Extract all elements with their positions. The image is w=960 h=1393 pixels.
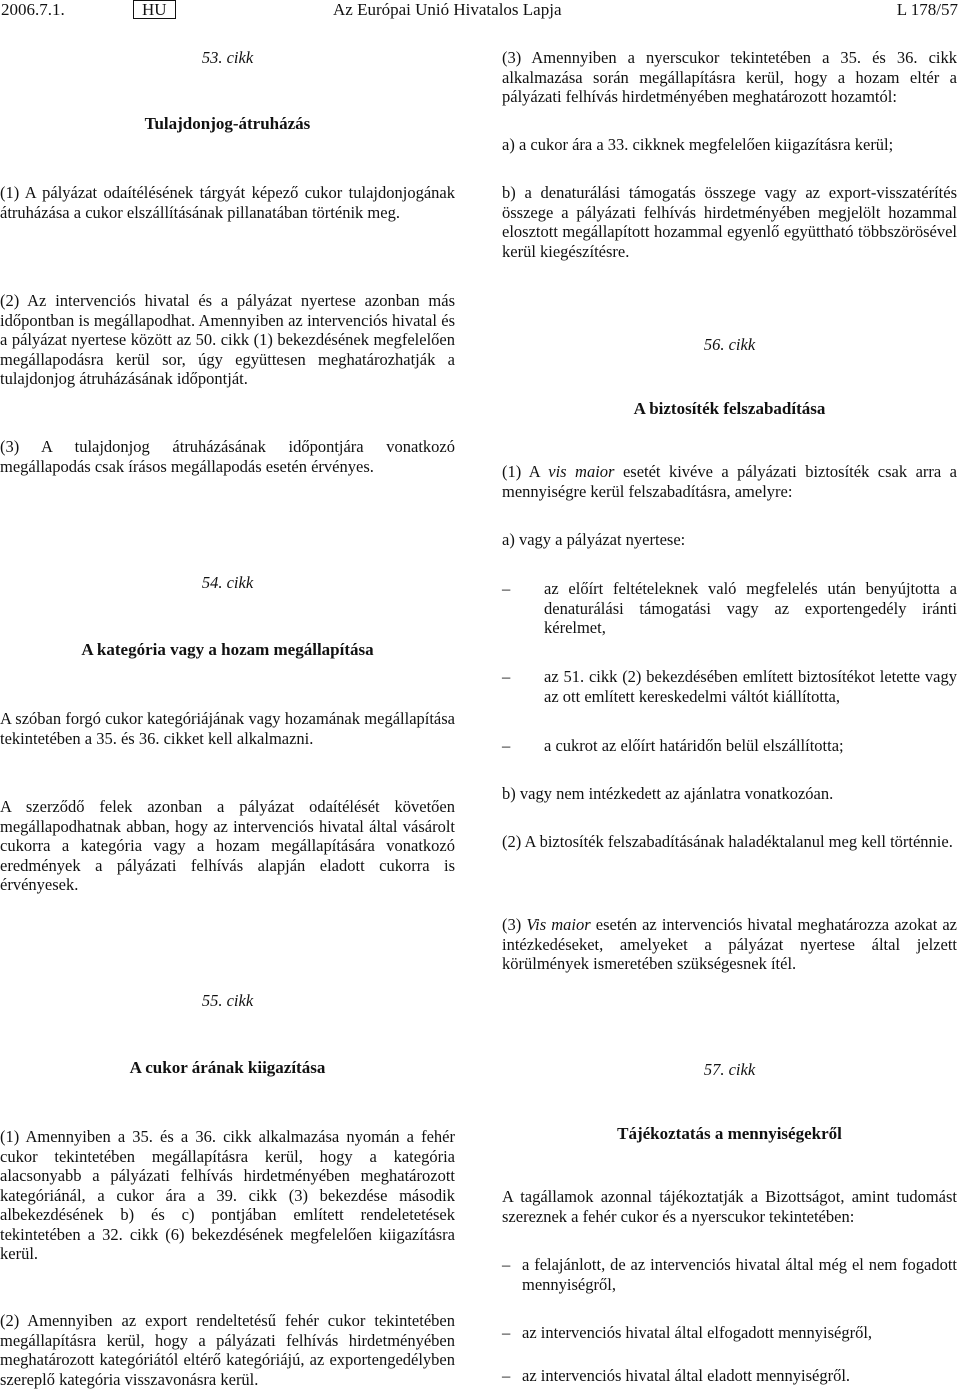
article-53-paragraph-2: (2) Az intervenciós hivatal és a pályázat nyertese azonban más időpontban is megállapodhat. Amennyiben az intervenciós hivatal és a pályázat nyertese között az 50. cikk (1) bekezdésének megfelelően megállapodásra kerül sor, úgy együttesen meghatározhatják a tulajdonjog átruházásának időpontját.	[0, 291, 455, 388]
article-57-paragraph-1: A tagállamok azonnal tájékoztatják a Bizottságot, amint tudomást szereznek a fehér cukor és a nyerscukor tekintetében:	[502, 1187, 957, 1226]
page-header	[0, 0, 960, 20]
article-55-number: 55. cikk	[201, 991, 254, 1010]
article-54-paragraph-1: A szóban forgó cukor kategóriájának vagy hozamának megállapítása tekintetében a 35. és 36. cikket kell alkalmazni.	[0, 709, 455, 748]
article-57-number: 57. cikk	[703, 1060, 756, 1079]
article-57-title: Tájékoztatás a mennyiségekről	[617, 1124, 842, 1143]
article-55-title: A cukor árának kiigazítása	[129, 1058, 326, 1077]
article-55-point-a: a) a cukor ára a 33. cikknek megfelelően kiigazításra kerül;	[502, 135, 894, 154]
dash-marker: –	[502, 736, 511, 755]
article-54-title: A kategória vagy a hozam megállapítása	[81, 640, 374, 659]
article-53-paragraph-3: (3) A tulajdonjog átruházásának időpontjára vonatkozó megállapodás csak írásos megállapodás esetén érvényes.	[0, 437, 455, 476]
language-code: HU	[133, 0, 176, 19]
article-56-point-a: a) vagy a pályázat nyertese:	[502, 530, 686, 549]
article-56-paragraph-3: (3) Vis maior esetén az intervenciós hivatal meghatározza azokat az intézkedéseket, amelyeket a pályázat nyertese által jelzett körülmények ismeretében szükségesnek ítél.	[502, 915, 958, 973]
article-53-paragraph-1: (1) A pályázat odaítélésének tárgyát képező cukor tulajdonjogának átruházása a cukor elszállításának pillanatában történik meg.	[0, 183, 455, 222]
article-55-point-b: b) a denaturálási támogatás összege vagy az export-visszatérítés összege a pályázati felhívás hirdetményében megjelölt hozammal elosztott megállapított hozammal egyenlő együttható többszörösével kerül kiegészítésre.	[502, 183, 957, 261]
dash-marker: –	[502, 667, 511, 686]
dash-marker: –	[502, 1366, 511, 1385]
article-56-point-b: b) vagy nem intézkedett az ajánlatra vonatkozóan.	[502, 784, 834, 803]
article-56-dash-item-1: – az előírt feltételeknek való megfelelés után benyújtotta a denaturálási támogatási vagy az exportengedély iránti kérelmet,	[502, 579, 957, 637]
dash-marker: –	[502, 1323, 511, 1342]
article-56-paragraph-2: (2) A biztosíték felszabadításának haladéktalanul meg kell történnie.	[502, 832, 953, 851]
dash-marker: –	[502, 579, 511, 598]
article-57-dash-item-1: – a felajánlott, de az intervenciós hivatal által még el nem fogadott mennyiségről,	[502, 1255, 957, 1294]
article-53-title: Tulajdonjog-átruházás	[144, 114, 311, 133]
article-56-number: 56. cikk	[703, 335, 756, 354]
article-56-dash-item-3: – a cukrot az előírt határidőn belül elszállította;	[502, 736, 844, 755]
article-54-paragraph-2: A szerződő felek azonban a pályázat odaítélését követően megállapodhatnak abban, hogy az intervenciós hivatal által vásárolt cukorra a kategória vagy a hozam megállapítására vonatkozó eredmények a pályázati felhívás alapján eladott cukorra is érvényesek.	[0, 797, 455, 894]
article-56-dash-item-2: – az 51. cikk (2) bekezdésében említett biztosítékot letette vagy az ott említett kereskedelmi váltót kiállította,	[502, 667, 957, 706]
article-55-paragraph-3: (3) Amennyiben a nyerscukor tekintetében a 35. és 36. cikk alkalmazása során megállapításra kerül, hogy a hozam eltér a pályázati felhívás hirdetményében meghatározott hozamtól:	[502, 48, 957, 106]
article-56-title: A biztosíték felszabadítása	[633, 399, 826, 418]
article-55-paragraph-1: (1) Amennyiben a 35. és a 36. cikk alkalmazása nyomán a fehér cukor tekintetében megállapításra kerül, hogy a kategória alacsonyabb a pályázati felhívás hirdetményében meghatározott kategóriánál, a cukor ára a 39. cikk (3) bekezdése második albekezdésének b) és c) pontjában említett rendeletetések tekintetében a 32. cikk (6) bekezdésének megfelelően kiigazításra kerül.	[0, 1127, 455, 1263]
dash-marker: –	[502, 1255, 511, 1274]
article-57-dash-item-2: – az intervenciós hivatal által elfogadott mennyiségről,	[502, 1323, 873, 1342]
article-56-paragraph-1: (1) A vis maior esetét kivéve a pályázati biztosíték csak arra a mennyiségre kerül felszabadításra, amelyre:	[502, 462, 957, 501]
page-number: L 178/57	[896, 0, 958, 19]
journal-title: Az Európai Unió Hivatalos Lapja	[333, 0, 562, 19]
article-57-dash-item-3: – az intervenciós hivatal által eladott mennyiségről.	[502, 1366, 851, 1385]
article-54-number: 54. cikk	[201, 573, 254, 592]
article-53-number: 53. cikk	[201, 48, 254, 67]
publication-date: 2006.7.1.	[1, 0, 65, 19]
article-55-paragraph-2: (2) Amennyiben az export rendeltetésű fehér cukor tekintetében megállapításra kerül, hogy a pályázati felhívás hirdetményében meghatározott kategóriától eltérő kategóriájú, az exportengedélyben szereplő kategória visszavonásra kerül.	[0, 1311, 455, 1389]
